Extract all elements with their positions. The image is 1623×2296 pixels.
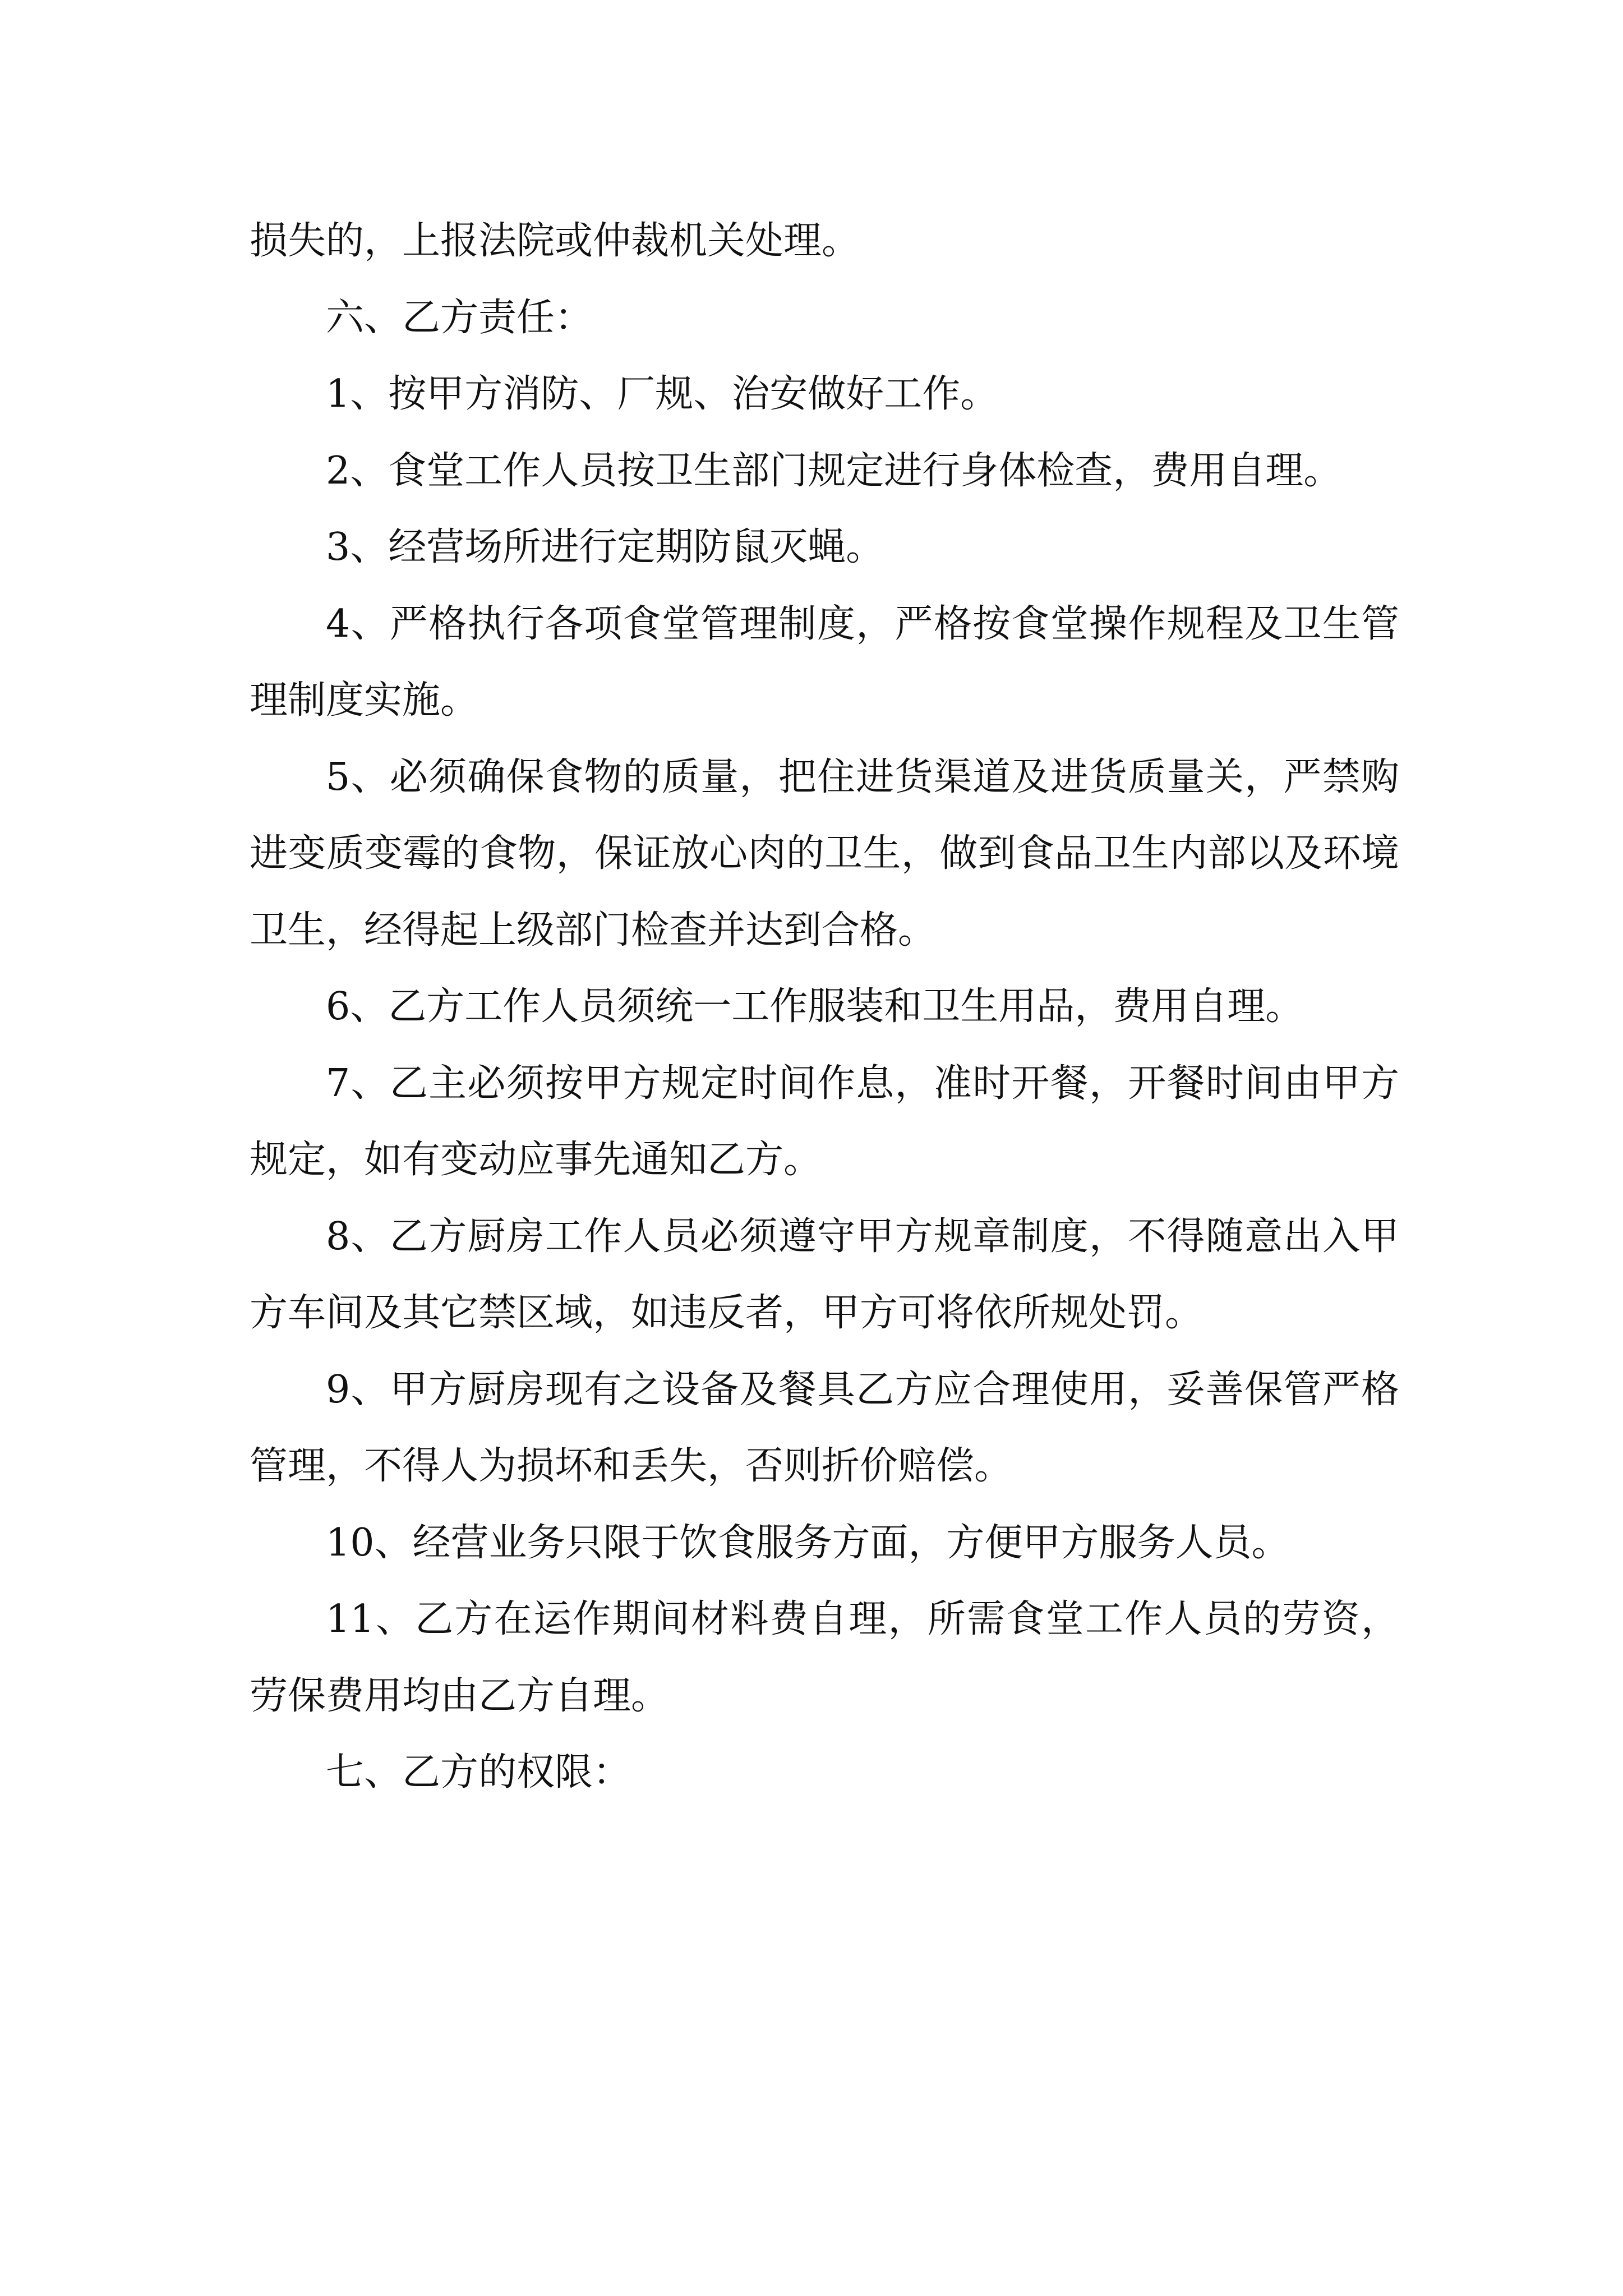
section-heading-party-b-rights: 七、乙方的权限：: [326, 1750, 631, 1795]
clause-2: 2、食堂工作人员按卫生部门规定进行身体检查，费用自理。: [326, 448, 1342, 493]
clause-10: 10、经营业务只限于饮食服务方面，方便甲方服务人员。: [326, 1520, 1290, 1565]
clause-3: 3、经营场所进行定期防鼠灭蝇。: [326, 525, 884, 569]
paragraph-continuation: 损失的，上报法院或仲裁机关处理。: [250, 219, 860, 263]
document-body: [250, 203, 1399, 1811]
section-heading-party-b-responsibilities: 六、乙方责任：: [326, 295, 593, 340]
clause-5: 5、必须确保食物的质量，把住进货渠道及进货质量关，严禁购进变质变霉的食物，保证放心肉的卫生，做到食品卫生内部以及环境卫生，经得起上级部门检查并达到合格。: [250, 754, 1399, 953]
clause-9: 9、甲方厨房现有之设备及餐具乙方应合理使用，妥善保管严格管理，不得人为损坏和丢失，否则折价赔偿。: [250, 1367, 1399, 1488]
clause-8: 8、乙方厨房工作人员必须遵守甲方规章制度，不得随意出入甲方车间及其它禁区域，如违反者，甲方可将依所规处罚。: [250, 1214, 1399, 1335]
clause-11: 11、乙方在运作期间材料费自理，所需食堂工作人员的劳资，劳保费用均由乙方自理。: [250, 1597, 1399, 1718]
clause-6: 6、乙方工作人员须统一工作服装和卫生用品，费用自理。: [326, 984, 1304, 1029]
clause-7: 7、乙主必须按甲方规定时间作息，准时开餐，开餐时间由甲方规定，如有变动应事先通知乙方。: [250, 1061, 1399, 1182]
clause-4: 4、严格执行各项食堂管理制度，严格按食堂操作规程及卫生管理制度实施。: [250, 601, 1399, 723]
clause-1: 1、按甲方消防、厂规、治安做好工作。: [326, 372, 999, 416]
